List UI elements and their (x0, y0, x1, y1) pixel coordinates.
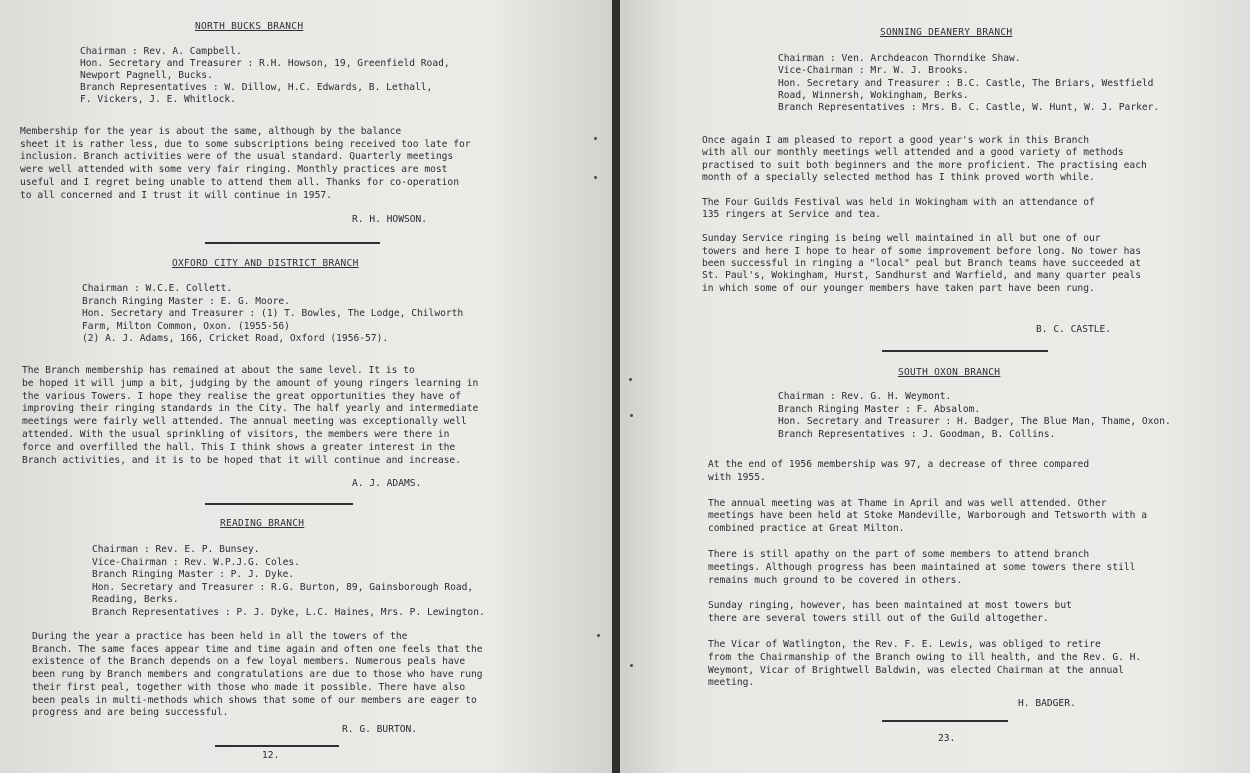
text-line: sheet it is rather less, due to some subscriptions being received too late for (20, 138, 471, 150)
page-gutter (612, 0, 620, 773)
text-line: been rung by Branch members and congratulations are due to those who have rung (32, 669, 483, 681)
text-line: Branch Ringing Master : E. G. Moore. (82, 295, 290, 307)
text-line: At the end of 1956 membership was 97, a decrease of three compared (708, 459, 1090, 470)
text-line: The Vicar of Watlington, the Rev. F. E. Lewis, was obliged to retire (708, 638, 1101, 650)
page-number-rule (882, 720, 1008, 722)
binding-hole (629, 378, 632, 381)
text-line: (2) A. J. Adams, 166, Cricket Road, Oxford (1956-57). (82, 333, 389, 344)
text-line: Weymont, Vicar of Brightwell Baldwin, was elected Chairman at the annual (708, 664, 1124, 676)
text-line: Branch Representatives : P. J. Dyke, L.C. Haines, Mrs. P. Lewington. (92, 606, 485, 618)
text-line: Branch Representatives : Mrs. B. C. Castle, W. Hunt, W. J. Parker. (778, 102, 1160, 114)
text-line: Chairman : Rev. E. P. Bunsey. (92, 544, 260, 555)
left-page (0, 0, 612, 773)
text-line: meetings have been held at Stoke Mandeville, Warborough and Tetsworth with a (708, 510, 1147, 522)
text-line: in which some of our younger members have taken part have been rung. (702, 282, 1095, 294)
text-line: Chairman : W.C.E. Collett. (82, 283, 233, 294)
text-line: The annual meeting was at Thame in April and was well attended. Other (708, 497, 1107, 509)
text-line: remains much ground to be covered in others. (708, 574, 963, 586)
text-line: Once again I am pleased to report a good year's work in this Branch (702, 135, 1089, 146)
text-line: Branch Ringing Master : F. Absalom. (778, 403, 981, 415)
section-divider (205, 503, 353, 505)
page-number-rule (215, 745, 339, 747)
text-line: practised to suit both beginners and the more proficient. The practising each (702, 159, 1147, 171)
text-line: Farm, Milton Common, Oxon. (1955-56) (82, 320, 290, 332)
text-line: Branch Ringing Master : P. J. Dyke. (92, 569, 295, 580)
page-number: 23. (938, 733, 956, 744)
text-line: Chairman : Ven. Archdeacon Thorndike Shaw. (778, 53, 1021, 64)
text-line: to all concerned and I trust it will continue in 1957. (20, 189, 332, 201)
north-bucks-title: NORTH BUCKS BRANCH (195, 21, 304, 32)
text-line: been successful in ringing a "local" peal but Branch teams have succeeded at (702, 258, 1141, 269)
sonning-signature: B. C. CASTLE. (1036, 324, 1112, 335)
text-line: Hon. Secretary and Treasurer : R.H. Howson, 19, Greenfield Road, (80, 58, 450, 69)
text-line: attended. With the usual sprinkling of visitors, the members were there in (22, 429, 450, 440)
text-line: Branch Representatives : W. Dillow, H.C. Edwards, B. Lethall, (80, 82, 433, 93)
text-line: Vice-Chairman : Mr. W. J. Brooks. (778, 65, 969, 77)
text-line: There is still apathy on the part of some members to attend branch (708, 548, 1090, 560)
text-line: towers and here I hope to hear of some improvement before long. No tower has (702, 245, 1141, 257)
text-line: The Branch membership has remained at about the same level. It is to (22, 365, 415, 376)
text-line: combined practice at Great Milton. (708, 523, 905, 535)
text-line: improving their ringing standards in the City. The half yearly and intermediate (22, 403, 479, 415)
text-line: meetings. Although progress has been maintained at some towers there still (708, 561, 1136, 573)
text-line: F. Vickers, J. E. Whitlock. (80, 94, 236, 105)
text-line: St. Paul's, Wokingham, Hurst, Sandhurst and Warfield, and many quarter peals (702, 270, 1141, 282)
text-line: The Four Guilds Festival was held in Wokingham with an attendance of (702, 196, 1095, 208)
binding-hole (630, 414, 633, 417)
text-line: force and overfilled the hall. This I think shows a greater interest in the (22, 441, 456, 453)
text-line: Chairman : Rev. G. H. Weymont. (778, 391, 952, 402)
text-line: Branch. The same faces appear time and time again and often one feels that the (32, 643, 483, 655)
text-line: useful and I regret being unable to attend them all. Thanks for co-operation (20, 176, 459, 188)
reading-signature: R. G. BURTON. (342, 724, 418, 735)
text-line: 135 ringers at Service and tea. (702, 208, 882, 220)
south-oxon-signature: H. BADGER. (1018, 698, 1076, 709)
sonning-title: SONNING DEANERY BRANCH (880, 27, 1013, 38)
text-line: from the Chairmanship of the Branch owing to ill health, and the Rev. G. H. (708, 651, 1142, 663)
text-line: with all our monthly meetings well attended and a good variety of methods (702, 147, 1124, 159)
text-line: meeting. (708, 677, 755, 689)
text-line: Membership for the year is about the same, although by the balance (20, 126, 402, 137)
right-page (620, 0, 1250, 773)
text-line: month of a specially selected method has I think proved worth while. (702, 171, 1095, 183)
reading-title: READING BRANCH (220, 518, 305, 529)
text-line: Branch Representatives : J. Goodman, B. Collins. (778, 428, 1056, 440)
text-line: inclusion. Branch activities were of the usual standard. Quarterly meetings (20, 151, 454, 163)
text-line: Reading, Berks. (92, 594, 179, 605)
text-line: been peals in multi-methods which shows that some of our members are eager to (32, 694, 477, 706)
text-line: there are several towers still out of the Guild altogether. (708, 613, 1049, 625)
text-line: Road, Winnersh, Wokingham, Berks. (778, 89, 969, 101)
oxford-city-title: OXFORD CITY AND DISTRICT BRANCH (172, 258, 359, 269)
text-line: were well attended with some very fair ringing. Monthly practices are most (20, 164, 448, 176)
text-line: be hoped it will jump a bit, judging by the amount of young ringers learning in (22, 377, 479, 389)
text-line: Sunday Service ringing is being well maintained in all but one of our (702, 233, 1101, 245)
binding-hole (594, 137, 597, 140)
text-line: with 1955. (708, 471, 766, 483)
text-line: meetings were fairly well attended. The annual meeting was exceptionally well (22, 416, 467, 428)
text-line: Branch activities, and it is to be hoped that it will continue and increase. (22, 454, 461, 466)
oxford-city-signature: A. J. ADAMS. (352, 478, 422, 489)
binding-hole (630, 664, 633, 667)
south-oxon-title: SOUTH OXON BRANCH (898, 367, 1001, 378)
text-line: Chairman : Rev. A. Campbell. (80, 46, 242, 57)
text-line: Sunday ringing, however, has been maintained at most towers but (708, 600, 1072, 612)
text-line: Hon. Secretary and Treasurer : (1) T. Bowles, The Lodge, Chilworth (82, 308, 464, 319)
text-line: Hon. Secretary and Treasurer : B.C. Castle, The Briars, Westfield (778, 77, 1154, 89)
binding-hole (597, 634, 600, 637)
text-line: existence of the Branch depends on a few loyal members. Numerous peals have (32, 656, 466, 668)
text-line: Hon. Secretary and Treasurer : R.G. Burton, 89, Gainsborough Road, (92, 581, 474, 593)
text-line: the various Towers. I hope they realise the great opportunities they have of (22, 390, 461, 402)
text-line: Newport Pagnell, Bucks. (80, 70, 213, 81)
text-line: their first peal, together with those who made it possible. There have also (32, 681, 466, 693)
text-line: During the year a practice has been held in all the towers of the (32, 631, 408, 642)
text-line: progress and are being successful. (32, 707, 229, 719)
text-line: Vice-Chairman : Rev. W.P.J.G. Coles. (92, 556, 300, 568)
text-line: Hon. Secretary and Treasurer : H. Badger, The Blue Man, Thame, Oxon. (778, 416, 1171, 427)
section-divider (205, 242, 380, 244)
page-number: 12. (262, 750, 280, 761)
section-divider (882, 350, 1048, 352)
binding-hole (594, 176, 597, 179)
north-bucks-signature: R. H. HOWSON. (352, 214, 428, 225)
